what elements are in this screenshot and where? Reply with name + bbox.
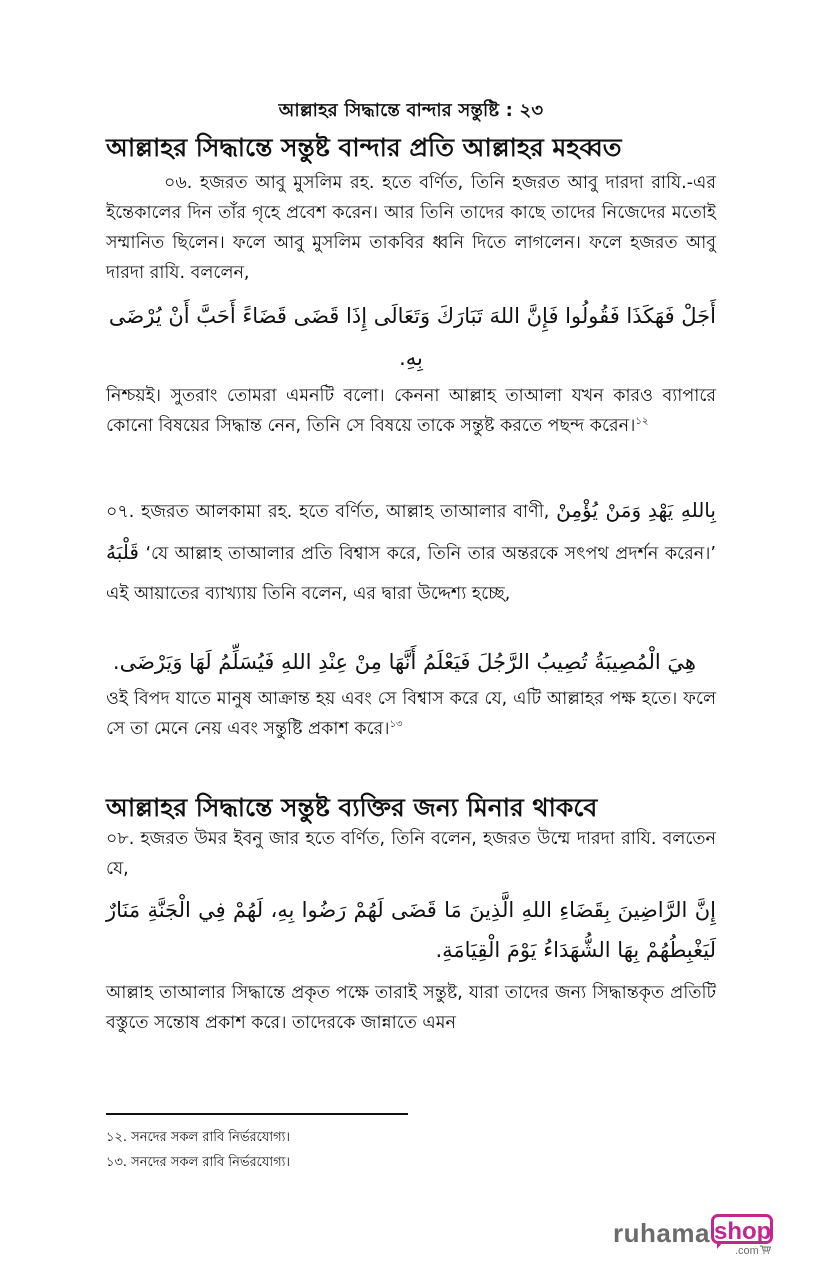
translation-text: ওই বিপদ যাতে মানুষ আক্রান্ত হয় এবং সে বিশ্বাস করে যে, এটি আল্লাহর পক্ষ হতে। ফলে সে তা মেনে নেয় এবং সন্তুষ্টি প্রকাশ করে। xyxy=(106,689,716,739)
arabic-quote-06: أَجَلْ فَهَكَذَا فَقُولُوا فَإِنَّ اللهَ تَبَارَكَ وَتَعَالَى إِذَا قَضَى قَضَاءً أَحَبَّ أَنْ يُرْضَى xyxy=(108,304,716,328)
hadith-08-paragraph: ০৮. হজরত উমর ইবনু জার হতে বর্ণিত, তিনি বলেন, হজরত উম্মে দারদা রাযি. বলতেন যে, xyxy=(106,829,716,879)
translation-text: নিশ্চয়ই। সুতরাং তোমরা এমনটি বলো। কেননা আল্লাহ তাআলা যখন কারও ব্যাপারে কোনো বিষয়ের সিদ্ধান্ত নেন, তিনি সে বিষয়ে তাকে সন্তুষ্ট করতে পছন্দ করেন। xyxy=(106,386,716,436)
footnote-12: ১২. সনদের সকল রাবি নির্ভরযোগ্য। xyxy=(106,1130,291,1145)
hadith-07-translation xyxy=(106,684,716,744)
arabic-quote-06-continued: بِهِ. xyxy=(399,346,423,370)
arabic-quote-08: إِنَّ الرَّاضِينَ بِقَضَاءِ اللهِ الَّذِينَ مَا قَضَى لَهُمْ رَضُوا بِهِ، لَهُمْ فِي الْجَنَّةِ مَنَارٌ لَيَغْبِطُهُمْ بِهَا الشُّهَدَاءُ يَوْمَ الْقِيَامَةِ. xyxy=(106,898,716,962)
logo-domain: .com xyxy=(735,1245,759,1257)
hadith-06-paragraph: ০৬. হজরত আবু মুসলিম রহ. হতে বর্ণিত, তিনি হজরত আবু দারদা রাযি.-এর ইন্তেকালের দিন তাঁর গৃহে প্রবেশ করেন। আর তিনি তাদের কাছে তাদের নিজেদের মতোই সম্মানিত ছিলেন। ফলে আবু মুসলিম তাকবির ধ্বনি দিতে লাগলেন। ফলে হজরত আবু দারদা রাযি. বললেন, xyxy=(106,173,716,283)
arabic-quote-07: هِيَ الْمُصِيبَةُ تُصِيبُ الرَّجُلَ فَيَعْلَمُ أَنَّهَا مِنْ عِنْدِ اللهِ فَيُسَلِّمُ لَهَا وَيَرْضَى. xyxy=(112,650,696,674)
footnote-divider xyxy=(106,1113,408,1115)
running-header: আল্লাহর সিদ্ধান্তে বান্দার সন্তুষ্টি : ২৩ xyxy=(278,100,544,121)
footnote-13: ১৩. সনদের সকল রাবি নির্ভরযোগ্য। xyxy=(106,1155,291,1170)
ruhamashop-logo[interactable] xyxy=(613,1212,783,1260)
hadith-07-rest: ‘যে আল্লাহ তাআলার প্রতি বিশ্বাস করে, তিনি তার অন্তরকে সৎপথ প্রদর্শন করেন।’ এই আয়াতের ব্যাখ্যায় তিনি বলেন, এর দ্বারা উদ্দেশ্য হচ্ছে, xyxy=(106,544,716,604)
logo-text-dotcom xyxy=(735,1245,771,1257)
section-heading-2: আল্লাহর সিদ্ধান্তে সন্তুষ্ট ব্যক্তির জন্য মিনার থাকবে xyxy=(106,793,598,822)
hadith-08-translation: আল্লাহ তাআলার সিদ্ধান্তে প্রকৃত পক্ষে তারাই সন্তুষ্ট, যারা তাদের জন্য সিদ্ধান্তকৃত প্রতিটি বস্তুতে সন্তোষ প্রকাশ করে। তাদেরকে জান্নাতে এমন xyxy=(106,983,716,1033)
logo-text-shop: shop xyxy=(714,1218,772,1245)
hadith-07-paragraph xyxy=(106,490,716,614)
quran-verse-part-2: بِاللهِ يَهْدِ قَلْبَهُ xyxy=(106,498,716,564)
section-heading-1: আল্লাহর সিদ্ধান্তে সন্তুষ্ট বান্দার প্রতি আল্লাহর মহব্বত xyxy=(106,133,622,162)
footnote-ref-13[interactable]: ১৩ xyxy=(389,719,403,731)
footnote-ref-12[interactable]: ১২ xyxy=(635,416,649,428)
cart-icon xyxy=(760,1245,771,1254)
quran-verse-part-1: وَمَنْ يُؤْمِنْ xyxy=(556,498,642,522)
logo-text-ruhama: ruhama xyxy=(613,1218,710,1248)
hadith-07-intro: ০৭. হজরত আলকামা রহ. হতে বর্ণিত, আল্লাহ তাআলার বাণী, xyxy=(106,502,557,522)
hadith-06-translation xyxy=(106,381,716,441)
